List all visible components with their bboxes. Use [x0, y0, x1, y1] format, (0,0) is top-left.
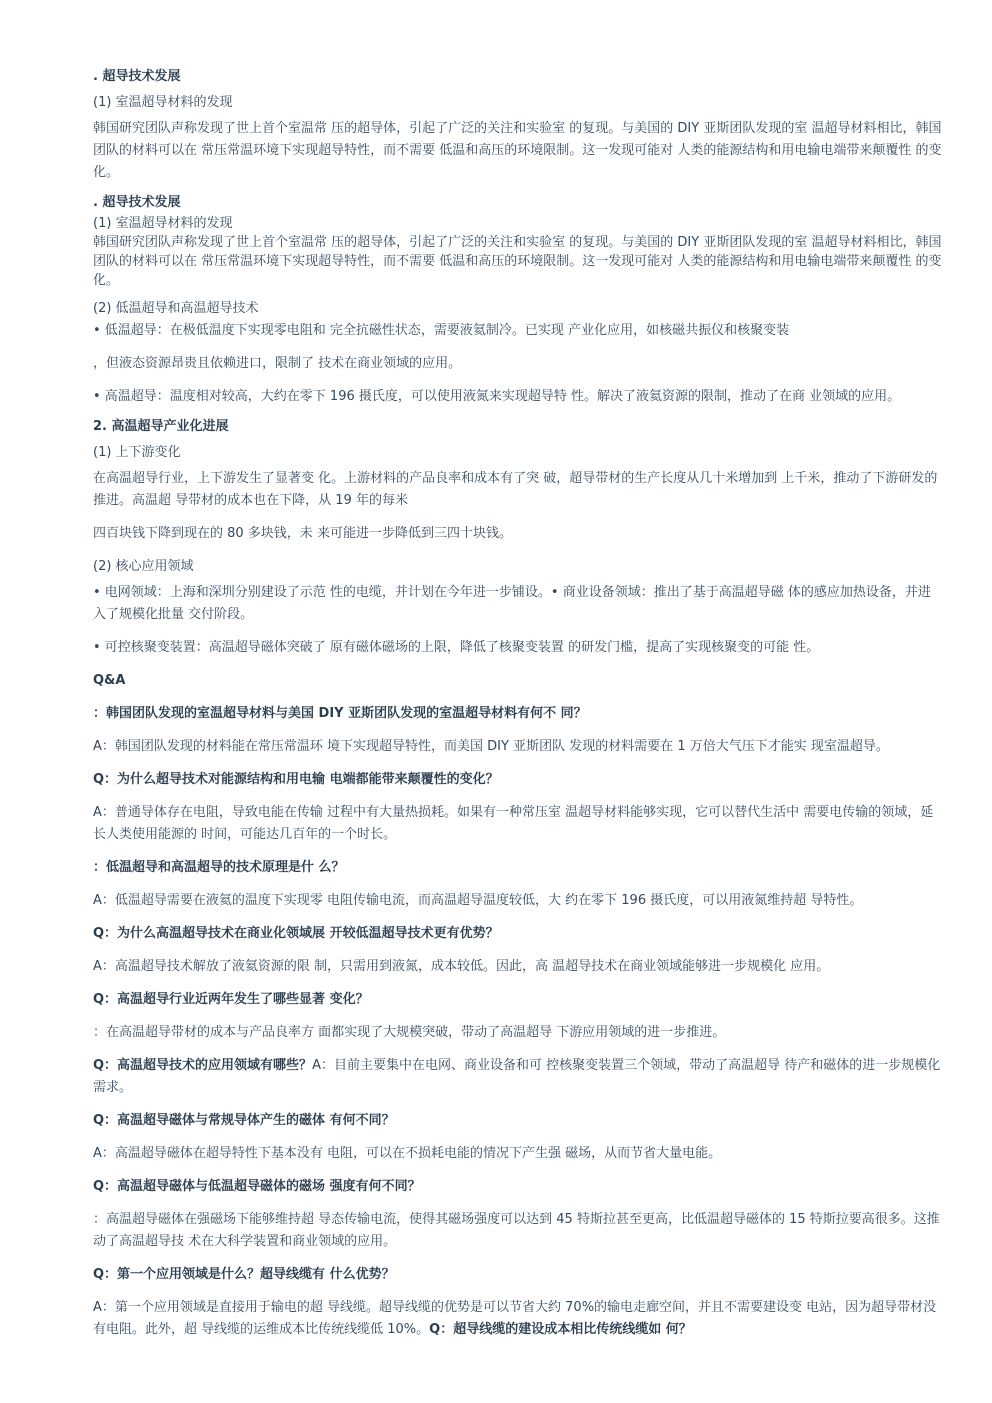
subsection-heading: (1) 室温超导材料的发现 — [93, 95, 233, 110]
section-heading: Q：为什么超导技术对能源结构和用电输 电端都能带来颠覆性的变化？ — [93, 772, 499, 787]
paragraph: ：在高温超导带材的成本与产品良率方 面都实现了大规模突破，带动了高温超导 下游应用领域的进一步推进。 — [93, 1025, 726, 1040]
section-heading: Q：高温超导磁体与常规导体产生的磁体 有何不同？ — [93, 1113, 395, 1128]
paragraph: 韩国研究团队声称发现了世上首个室温常 压的超导体，引起了广泛的关注和实验室 的复现。与美国的 DIY 亚斯团队发现的室 温超导材料相比，韩国团队的材料可以在 常压常温环境下实现超导特性，而不需要 低温和高压的环境限制。这一发现可能对 人类的能源结构和用电输电端带来颠覆性 的变化。 — [93, 235, 942, 288]
section-heading: Q：第一个应用领域是什么？超导线缆有 什么优势？ — [93, 1267, 395, 1282]
section-heading: ：低温超导和高温超导的技术原理是什 么？ — [93, 860, 345, 875]
section-heading: 2. 高温超导产业化进展 — [93, 419, 229, 434]
section-heading: . 超导技术发展 — [93, 69, 181, 84]
paragraph: 四百块钱下降到现在的 80 多块钱，未 来可能进一步降低到三四十块钱。 — [93, 526, 512, 541]
section-heading: Q：高温超导行业近两年发生了哪些显著 变化？ — [93, 992, 369, 1007]
paragraph: • 低温超导：在极低温度下实现零电阻和 完全抗磁性状态，需要液氦制冷。已实现 产业化应用，如核磁共振仪和核聚变装 — [93, 323, 790, 338]
section-heading: Q&A — [93, 673, 126, 688]
document-page — [93, 66, 943, 1341]
paragraph: A：普通导体存在电阻，导致电能在传输 过程中有大量热损耗。如果有一种常压室 温超导材料能够实现，它可以替代生活中 需要电传输的领域，延长人类使用能源的 时间，可能达几百年的一个时长。 — [93, 805, 934, 842]
paragraph: A：高温超导技术解放了液氦资源的限 制，只需用到液氮，成本较低。因此，高 温超导技术在商业领域能够进一步规模化 应用。 — [93, 959, 830, 974]
paragraph: A：高温超导磁体在超导特性下基本没有 电阻，可以在不损耗电能的情况下产生强 磁场，从而节省大量电能。 — [93, 1146, 722, 1161]
paragraph: • 电网领域：上海和深圳分别建设了示范 性的电缆，并计划在今年进一步铺设。• 商业设备领域：推出了基于高温超导磁 体的感应加热设备，并进入了规模化批量 交付阶段。 — [93, 585, 931, 622]
paragraph: ：高温超导磁体在强磁场下能够维持超 导态传输电流，使得其磁场强度可以达到 45 特斯拉甚至更高，比低温超导磁体的 15 特斯拉要高很多。这推动了高温超导技 术在大科学装置和商业领域的应用。 — [93, 1212, 940, 1249]
paragraph: • 可控核聚变装置：高温超导磁体突破了 原有磁体磁场的上限，降低了核聚变装置 的研发门槛，提高了实现核聚变的可能 性。 — [93, 640, 820, 655]
subsection-heading: (1) 上下游变化 — [93, 445, 181, 460]
paragraph: • 高温超导：温度相对较高，大约在零下 196 摄氏度，可以使用液氮来实现超导特 性。解决了液氦资源的限制，推动了在商 业领域的应用。 — [93, 389, 901, 404]
section-heading: Q：高温超导磁体与低温超导磁体的磁场 强度有何不同？ — [93, 1179, 421, 1194]
qa-item — [93, 1055, 943, 1099]
paragraph: 韩国研究团队声称发现了世上首个室温常 压的超导体，引起了广泛的关注和实验室 的复现。与美国的 DIY 亚斯团队发现的室 温超导材料相比，韩国团队的材料可以在 常压常温环境下实现超导特性，而不需要 低温和高压的环境限制。这一发现可能对 人类的能源结构和用电输电端带来颠覆性 的变化。 — [93, 121, 942, 180]
section-heading: . 超导技术发展 — [93, 195, 181, 210]
paragraph: A：低温超导需要在液氦的温度下实现零 电阻传输电流，而高温超导温度较低，大 约在零下 196 摄氏度，可以用液氮维持超 导特性。 — [93, 893, 863, 908]
question-text: Q：高温超导技术的应用领域有哪些？ — [93, 1058, 313, 1073]
subsection-heading: (1) 室温超导材料的发现 — [93, 216, 233, 231]
section-heading: Q：为什么高温超导技术在商业化领域展 开较低温超导技术更有优势？ — [93, 926, 499, 941]
qa-item — [93, 1297, 943, 1341]
paragraph: ，但液态资源昂贵且依赖进口，限制了 技术在商业领域的应用。 — [93, 356, 462, 371]
subsection-heading: (2) 低温超导和高温超导技术 — [93, 301, 259, 316]
section-heading: ：韩国团队发现的室温超导材料与美国 DIY 亚斯团队发现的室温超导材料有何不 同？ — [93, 706, 587, 721]
answer-text: A：第一个应用领域是直接用于输电的超 导线缆。超导线缆的优势是可以节省大约 70%的输电走廊空间，并且不需要建设变 电站，因为超导带材没有电阻。此外，超 导线缆的运维成本比传统线缆低 10%。 — [93, 1300, 937, 1337]
question-text: Q：超导线缆的建设成本相比传统线缆如 何？ — [429, 1322, 692, 1337]
paragraph: A：韩国团队发现的材料能在常压常温环 境下实现超导特性，而美国 DIY 亚斯团队 发现的材料需要在 1 万倍大气压下才能实 现室温超导。 — [93, 739, 889, 754]
paragraph: 在高温超导行业，上下游发生了显著变 化。上游材料的产品良率和成本有了突 破，超导带材的生产长度从几十米增加到 上千米，推动了下游研发的推进。高温超 导带材的成本也在下降，从 19 年的每米 — [93, 471, 938, 508]
answer-text: A：目前主要集中在电网、商业设备和可 控核聚变装置三个领域，带动了高温超导 待产和磁体的进一步规模化需求。 — [93, 1058, 941, 1095]
subsection-heading: (2) 核心应用领域 — [93, 559, 194, 574]
